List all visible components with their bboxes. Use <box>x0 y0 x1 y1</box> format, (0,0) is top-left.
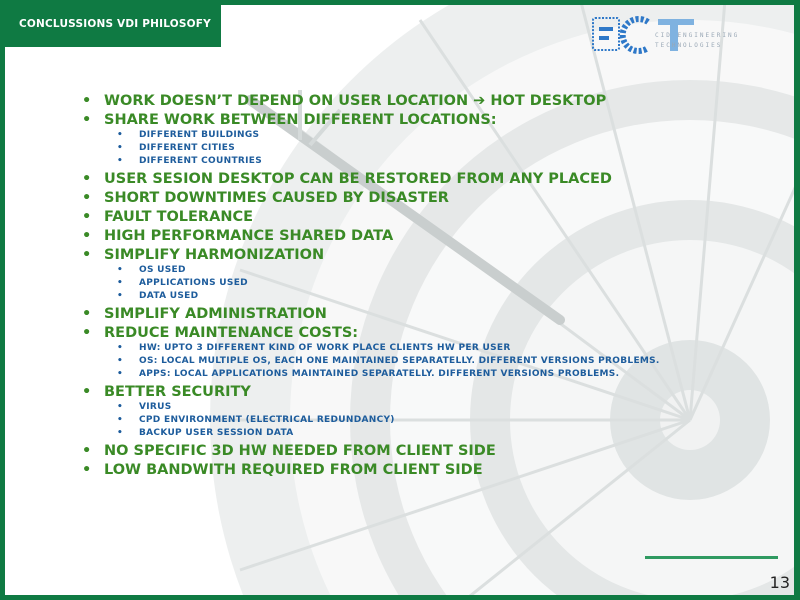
bullet-item <box>82 324 732 343</box>
sub-bullet-item: • OS: LOCAL MULTIPLE OS, EACH ONE MAINTAINED SEPARATELLY. DIFFERENT VERSIONS PROBLEMS. <box>117 356 732 367</box>
page-number: 13 <box>769 573 790 592</box>
sub-bullet-item: • APPLICATIONS USED <box>117 278 732 289</box>
bullet-item <box>82 383 732 402</box>
bullet-item <box>82 461 732 480</box>
bullet-text: LOW BANDWITH REQUIRED FROM CLIENT SIDE <box>104 462 483 478</box>
bullet-text: SHARE WORK BETWEEN DIFFERENT LOCATIONS: <box>104 112 497 128</box>
bullet-item <box>82 246 732 265</box>
sub-bullet-item: • DATA USED <box>117 291 732 302</box>
sub-bullet-item: • BACKUP USER SESSION DATA <box>117 428 732 439</box>
sub-bullet-list <box>82 130 732 170</box>
sub-bullet-list <box>82 265 732 305</box>
bullet-text: NO SPECIFIC 3D HW NEEDED FROM CLIENT SIDE <box>104 443 496 459</box>
sub-bullet-item: • HW: UPTO 3 DIFFERENT KIND OF WORK PLACE CLIENTS HW PER USER <box>117 343 732 354</box>
bullet-item <box>82 170 732 189</box>
bullet-text: WORK DOESN’T DEPEND ON USER LOCATION ➔ HOT DESKTOP <box>104 93 607 109</box>
sub-bullet-item: • OS USED <box>117 265 732 276</box>
footer-line <box>645 556 778 559</box>
bullet-text: FAULT TOLERANCE <box>104 209 254 225</box>
sub-bullet-item: • CPD ENVIRONMENT (ELECTRICAL REDUNDANCY) <box>117 415 732 426</box>
bullet-text: SHORT DOWNTIMES CAUSED BY DISASTER <box>104 190 449 206</box>
sub-bullet-item: • DIFFERENT CITIES <box>117 143 732 154</box>
bullet-item <box>82 305 732 324</box>
bullet-item <box>82 227 732 246</box>
bullet-text: HIGH PERFORMANCE SHARED DATA <box>104 228 394 244</box>
sub-bullet-item: • DIFFERENT BUILDINGS <box>117 130 732 141</box>
bullet-item <box>82 208 732 227</box>
bullet-text: SIMPLIFY HARMONIZATION <box>104 247 325 263</box>
sub-bullet-item: • APPS: LOCAL APPLICATIONS MAINTAINED SEPARATELLY. DIFFERENT VERSIONS PROBLEMS. <box>117 369 732 380</box>
sub-bullet-item: • DIFFERENT COUNTRIES <box>117 156 732 167</box>
title-tab <box>0 0 221 47</box>
sub-bullet-list <box>82 343 732 383</box>
logo-subtext: CID ENGINEERING TECHNOLOGIES <box>655 32 740 49</box>
bullet-item <box>82 92 732 111</box>
slide-title: CONCLUSSIONS VDI PHILOSOFY <box>19 18 211 30</box>
bullet-text: SIMPLIFY ADMINISTRATION <box>104 306 327 322</box>
sub-bullet-item: • VIRUS <box>117 402 732 413</box>
bullet-list <box>82 92 732 480</box>
bullet-text: REDUCE MAINTENANCE COSTS: <box>104 325 359 341</box>
bullet-text: USER SESION DESKTOP CAN BE RESTORED FROM ANY PLACED <box>104 171 612 187</box>
bullet-item <box>82 189 732 208</box>
bullet-item <box>82 111 732 130</box>
bullet-text: BETTER SECURITY <box>104 384 251 400</box>
sub-bullet-list <box>82 402 732 442</box>
bullet-list-area <box>82 92 732 480</box>
bullet-item <box>82 442 732 461</box>
